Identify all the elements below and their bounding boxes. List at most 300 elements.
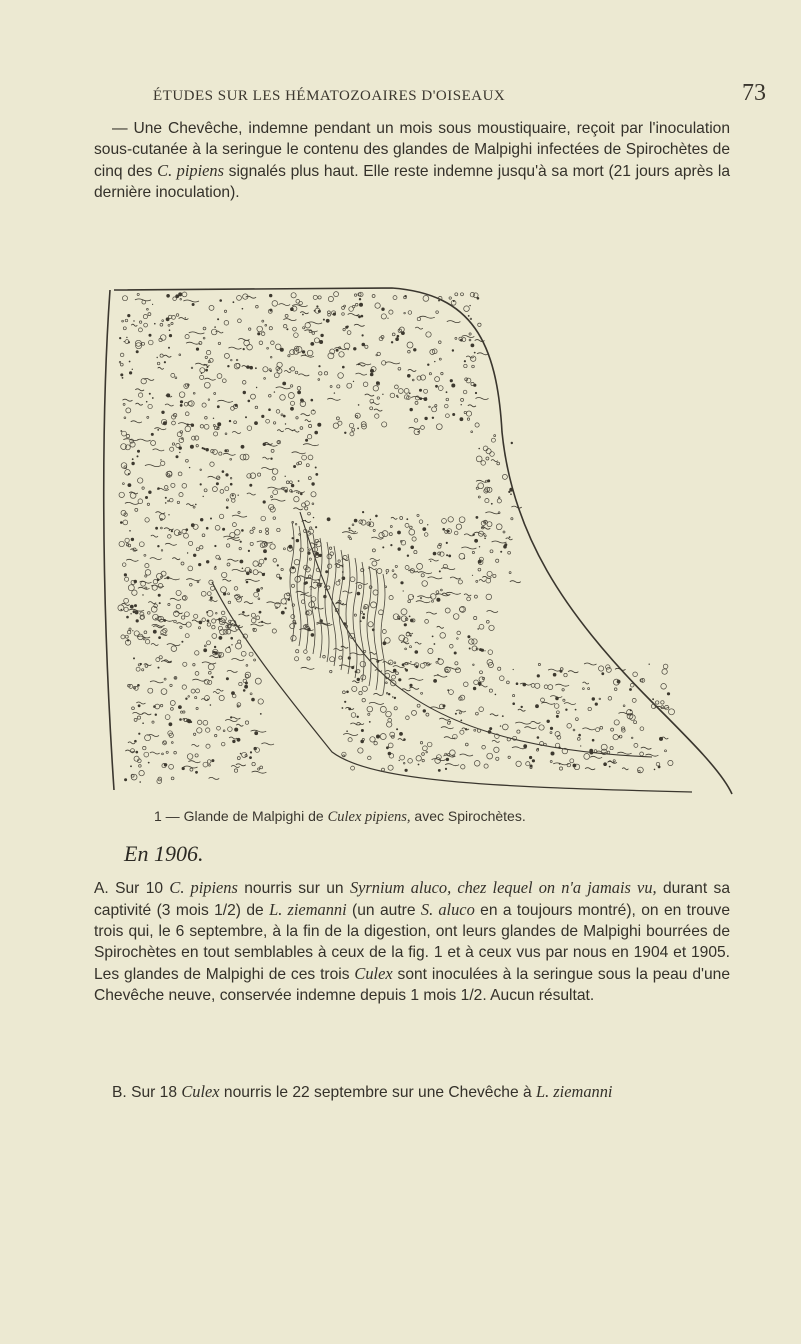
paragraph-text-end: signalés plus haut. Elle reste indemne jusqu'à sa mort (21 jours après la dernière inoculation). [94, 163, 730, 201]
spirochete-dot [326, 319, 330, 323]
spirochete-dot [152, 397, 154, 399]
spirochete-dot [216, 482, 219, 485]
spirochete-dot [157, 429, 159, 431]
spirochete-dot [387, 318, 388, 319]
spirochete-dot [521, 706, 523, 708]
spirochete-dot [259, 611, 262, 614]
spirochete-dot [446, 542, 448, 544]
spirochete-dot [435, 385, 438, 388]
spirochete-dot [238, 495, 239, 496]
spirochete-dot [455, 713, 457, 715]
spirochete-dot [137, 450, 140, 453]
spirochete-dot [315, 552, 319, 556]
spirochete-dot [226, 677, 229, 680]
spirochete-dot [460, 720, 462, 722]
spirochete-dot [315, 608, 317, 610]
spirochete-dot [413, 348, 416, 351]
spirochete-dot [214, 646, 216, 648]
spirochete-dot [446, 554, 448, 556]
spirochete-dot [126, 337, 127, 338]
spirochete-dot [286, 328, 288, 330]
spirochete-dot [263, 331, 264, 332]
page-number: 73 [742, 80, 766, 106]
spirochete-dot [120, 521, 123, 524]
spirochete-dot [166, 393, 170, 397]
species-name: Syrnium aluco, chez lequel on n'a jamais vu, [349, 878, 657, 897]
spirochete-dot [171, 530, 173, 532]
spirochete-dot [446, 758, 449, 761]
spirochete-dot [149, 334, 152, 337]
spirochete-dot [359, 298, 361, 300]
spirochete-dot [491, 503, 493, 505]
spirochete-dot [213, 418, 214, 419]
spirochete-dot [198, 563, 201, 566]
spirochete-dot [530, 765, 533, 768]
spirochete-dot [288, 545, 292, 549]
spirochete-dot [529, 756, 532, 759]
spirochete-dot [436, 598, 440, 602]
spirochete-dot [148, 762, 150, 764]
spirochete-dot [130, 765, 132, 767]
spirochete-dot [296, 492, 297, 493]
spirochete-dot [233, 301, 235, 303]
spirochete-dot [334, 392, 335, 393]
spirochete-dot [463, 558, 465, 560]
caption-species: Culex pipiens, [327, 809, 411, 825]
spirochete-dot [417, 431, 419, 433]
spirochete-dot [603, 762, 607, 766]
spirochete-dot [346, 730, 348, 732]
spirochete-dot [513, 669, 514, 670]
para-a-text: (un autre [346, 902, 421, 919]
spirochete-dot [547, 720, 550, 723]
spirochete-dot [397, 335, 400, 338]
figure-caption [154, 808, 526, 826]
spirochete-dot [263, 443, 266, 446]
spirochete-dot [476, 516, 479, 519]
spirochete-dot [250, 751, 252, 753]
paragraph-text: — Une Chevêche, indemne pendant un mois sous moustiquaire, reçoit par l'inoculation sous-cutanée à la seringue le contenu des glandes de Malpighi infectées de Spirochètes de cinq des [94, 120, 730, 180]
spirochete-dot [298, 480, 300, 482]
spirochete-dot [195, 771, 198, 774]
spirochete-dot [475, 392, 477, 394]
spirochete-dot [157, 357, 158, 358]
spirochete-dot [311, 482, 314, 485]
spirochete-dot [164, 361, 166, 363]
spirochete-dot [244, 685, 248, 689]
spirochete-dot [242, 611, 245, 614]
spirochete-dot [433, 552, 437, 556]
spirochete-dot [305, 520, 306, 521]
spirochete-dot [433, 679, 437, 683]
para-a-lead: A. Sur 10 [94, 880, 170, 897]
spirochete-dot [134, 604, 137, 607]
spirochete-dot [342, 366, 345, 369]
spirochete-dot [407, 555, 409, 557]
spirochete-dot [182, 767, 185, 770]
spirochete-dot [205, 369, 208, 372]
spirochete-dot [145, 496, 148, 499]
spirochete-dot [450, 379, 453, 382]
spirochete-dot [243, 348, 245, 350]
figure-malpighi-gland [92, 282, 742, 800]
spirochete-dot [176, 455, 179, 458]
spirochete-dot [551, 752, 555, 756]
spirochete-dot [484, 650, 485, 651]
spirochete-dot [134, 740, 137, 743]
spirochete-dot [293, 465, 296, 468]
spirochete-dot [346, 691, 349, 694]
spirochete-dot [381, 308, 384, 311]
spirochete-dot [382, 394, 383, 395]
spirochete-dot [336, 349, 339, 352]
spirochete-dot [210, 704, 212, 706]
spirochete-dot [192, 303, 195, 306]
spirochete-dot [187, 552, 188, 553]
paragraph-a [94, 877, 730, 1006]
spirochete-dot [405, 769, 408, 772]
spirochete-dot [391, 341, 393, 343]
spirochete-dot [206, 611, 208, 613]
spirochete-dot [168, 514, 169, 515]
spirochete-dot [398, 547, 401, 550]
spirochete-dot [358, 364, 360, 366]
species-name: C. pipiens [169, 878, 238, 897]
spirochete-dot [311, 399, 314, 402]
spirochete-dot [249, 484, 252, 487]
spirochete-dot [400, 581, 403, 584]
spirochete-dot [418, 764, 420, 766]
spirochete-dot [516, 682, 519, 685]
spirochete-dot [237, 738, 241, 742]
spirochete-dot [488, 730, 492, 734]
spirochete-dot [136, 751, 139, 754]
spirochete-dot [394, 573, 396, 575]
spirochete-dot [138, 733, 140, 735]
spirochete-dot [453, 300, 455, 302]
spirochete-dot [169, 722, 173, 726]
spirochete-dot [257, 332, 260, 335]
spirochete-dot [406, 518, 408, 520]
spirochete-dot [298, 492, 300, 494]
spirochete-dot [424, 417, 427, 420]
spirochete-dot [358, 404, 360, 406]
spirochete-dot [219, 656, 221, 658]
spirochete-dot [595, 703, 598, 706]
spirochete-dot [472, 575, 473, 576]
spirochete-dot [158, 594, 161, 597]
spirochete-dot [285, 607, 287, 609]
spirochete-dot [129, 371, 132, 374]
spirochete-dot [280, 348, 284, 352]
spirochete-dot [319, 554, 322, 557]
spirochete-dot [120, 373, 123, 376]
spirochete-dot [394, 697, 396, 699]
spirochete-dot [477, 628, 479, 630]
spirochete-dot [427, 364, 429, 366]
spirochete-dot [386, 746, 389, 749]
spirochete-dot [353, 347, 356, 350]
spirochete-dot [148, 491, 151, 494]
spirochete-dot [187, 719, 191, 723]
spirochete-dot [131, 538, 134, 541]
spirochete-dot [274, 391, 275, 392]
spirochete-dot [396, 728, 398, 730]
spirochete-dot [154, 323, 156, 325]
spirochete-dot [136, 619, 139, 622]
spirochete-dot [260, 713, 262, 715]
spirochete-dot [409, 392, 411, 394]
spirochete-dot [313, 517, 314, 518]
spirochete-dot [404, 623, 407, 626]
spirochete-dot [240, 541, 242, 543]
spirochete-dot [316, 305, 318, 307]
spirochete-dot [343, 622, 346, 625]
spirochete-dot [305, 354, 306, 355]
spirochete-dot [166, 294, 170, 298]
spirochete-dot [256, 588, 260, 592]
spirochete-dot [437, 674, 438, 675]
spirochete-dot [152, 304, 153, 305]
spirochete-dot [399, 732, 403, 736]
spirochete-dot [255, 367, 257, 369]
spirochete-dot [359, 303, 363, 307]
spirochete-dot [362, 343, 366, 347]
spirochete-dot [155, 618, 156, 619]
spirochete-dot [353, 381, 354, 382]
spirochete-dot [469, 305, 470, 306]
spirochete-dot [228, 646, 230, 648]
spirochete-dot [232, 740, 235, 743]
spirochete-dot [248, 400, 251, 403]
spirochete-dot [382, 546, 384, 548]
spirochete-dot [410, 408, 413, 411]
spirochete-dot [213, 651, 215, 653]
spirochete-dot [292, 566, 295, 569]
spirochete-dot [158, 667, 160, 669]
spirochete-dot [261, 415, 264, 418]
spirochete-dot [269, 294, 272, 297]
spirochete-dot [325, 570, 328, 573]
spirochete-dot [317, 423, 321, 427]
spirochete-dot [357, 678, 360, 681]
spirochete-dot [165, 497, 167, 499]
spirochete-dot [129, 530, 131, 532]
para-a-text: durant sa captivité (3 mois 1/2) de [94, 880, 731, 919]
spirochete-dot [575, 709, 577, 711]
spirochete-dot [193, 554, 196, 557]
spirochete-dot [180, 400, 183, 403]
spirochete-dot [263, 500, 266, 503]
spirochete-dot [348, 527, 350, 529]
para-b-lead: B. Sur 18 [112, 1084, 182, 1101]
spirochete-dot [361, 729, 364, 732]
para-a-text: nourris sur un [237, 880, 350, 897]
spirochete-dot [512, 702, 515, 705]
spirochete-dot [388, 752, 392, 756]
spirochete-dot [185, 317, 186, 318]
spirochete-dot [203, 648, 207, 652]
caption-prefix: 1 — Glande de Malpighi de [154, 808, 328, 824]
paragraph-b [94, 1081, 730, 1103]
spirochete-dot [473, 687, 476, 690]
spirochete-dot [315, 473, 318, 476]
spirochete-dot [553, 673, 557, 677]
spirochete-dot [158, 636, 161, 639]
spirochete-dot [399, 760, 400, 761]
spirochete-dot [454, 652, 457, 655]
spirochete-dot [136, 350, 139, 353]
spirochete-dot [124, 341, 125, 342]
spirochete-dot [242, 308, 244, 310]
spirochete-dot [203, 496, 204, 497]
spirochete-dot [302, 350, 305, 353]
spirochete-dot [142, 594, 143, 595]
spirochete-dot [190, 445, 194, 449]
spirochete-dot [500, 725, 501, 726]
spirochete-dot [180, 404, 183, 407]
spirochete-dot [297, 391, 301, 395]
spirochete-dot [351, 666, 354, 669]
spirochete-dot [484, 538, 486, 540]
spirochete-dot [214, 326, 216, 328]
spirochete-dot [315, 526, 317, 528]
paragraph-chevêche [94, 118, 730, 203]
spirochete-dot [495, 694, 497, 696]
spirochete-dot [168, 347, 170, 349]
spirochete-dot [243, 391, 246, 394]
spirochete-dot [217, 422, 221, 426]
spirochete-dot [210, 518, 212, 520]
spirochete-dot [489, 727, 492, 730]
spirochete-dot [422, 527, 426, 531]
spirochete-dot [361, 315, 364, 318]
spirochete-dot [243, 689, 246, 692]
spirochete-dot [397, 531, 401, 535]
spirochete-dot [129, 361, 131, 363]
spirochete-dot [474, 539, 478, 543]
species-name: L. ziemanni [269, 900, 347, 919]
spirochete-dot [207, 699, 209, 701]
spirochete-dot [178, 705, 182, 709]
spirochete-dot [617, 680, 621, 684]
spirochete-dot [245, 416, 247, 418]
spirochete-dot [128, 483, 132, 487]
spirochete-dot [254, 731, 258, 735]
spirochete-dot [214, 545, 216, 547]
spirochete-dot [305, 439, 308, 442]
spirochete-dot [235, 404, 238, 407]
spirochete-dot [370, 369, 374, 373]
spirochete-dot [164, 763, 167, 766]
spirochete-dot [291, 484, 294, 487]
spirochete-dot [157, 545, 159, 547]
spirochete-dot [130, 613, 131, 614]
spirochete-dot [229, 420, 231, 422]
spirochete-dot [500, 551, 502, 553]
spirochete-dot [376, 381, 379, 384]
spirochete-dot [218, 426, 220, 428]
spirochete-dot [464, 360, 466, 362]
spirochete-dot [347, 349, 348, 350]
spirochete-dot [357, 716, 359, 718]
spirochete-dot [432, 417, 434, 419]
spirochete-dot [290, 407, 294, 411]
spirochete-dot [342, 576, 346, 580]
spirochete-dot [580, 745, 581, 746]
spirochete-dot [447, 530, 450, 533]
spirochete-dot [357, 428, 359, 430]
species-name: Culex [181, 1082, 220, 1101]
spirochete-dot [175, 294, 179, 298]
spirochete-dot [629, 688, 632, 691]
para-a-text: sont inoculées à la seringue sous la peau d'une Chevêche neuve, conservée indemne depuis 1 mois 1/2. Aucun résultat. [94, 966, 730, 1004]
spirochete-dot [471, 344, 475, 348]
spirochete-dot [249, 756, 252, 759]
spirochete-dot [127, 314, 130, 317]
spirochete-dot [277, 564, 279, 566]
spirochete-dot [370, 519, 371, 520]
spirochete-dot [370, 373, 374, 377]
spirochete-dot [282, 382, 286, 386]
spirochete-dot [217, 405, 220, 408]
gland-illustration [92, 282, 742, 800]
spirochete-dot [362, 511, 364, 513]
spirochete-dot [290, 307, 294, 311]
spirochete-dot [169, 329, 171, 331]
spirochete-dot [412, 596, 413, 597]
spirochete-dot [388, 693, 390, 695]
species-name: C. pipiens [157, 161, 224, 180]
spirochete-dot [510, 493, 512, 495]
spirochete-dot [169, 334, 172, 337]
spirochete-dot [504, 543, 507, 546]
spirochete-dot [211, 676, 213, 678]
spirochete-dot [124, 778, 127, 781]
spirochete-dot [206, 560, 209, 563]
spirochete-dot [240, 753, 242, 755]
spirochete-dot [434, 643, 436, 645]
spirochete-dot [592, 697, 595, 700]
spirochete-dot [227, 365, 229, 367]
spirochete-dot [654, 769, 656, 771]
spirochete-dot [169, 530, 170, 531]
spirochete-dot [130, 605, 134, 609]
spirochete-dot [537, 674, 540, 677]
para-a-text: en a toujours montré), on en trouve trois qui, le 6 septembre, à la fin de la digestion, ont leurs glandes de Malpighi bourrées de Spirochètes en tout semblables à ceux de la fig. 1 et à ceux vus par nous en 1904 et 1905. Les glandes de Malpighi de ces trois [94, 902, 731, 983]
spirochete-dot [179, 718, 182, 721]
spirochete-dot [409, 616, 411, 618]
spirochete-dot [283, 415, 286, 418]
spirochete-dot [667, 692, 670, 695]
spirochete-dot [509, 488, 513, 492]
spirochete-dot [423, 709, 426, 712]
spirochete-dot [248, 550, 250, 552]
spirochete-dot [124, 573, 127, 576]
spirochete-dot [296, 539, 299, 542]
spirochete-dot [179, 452, 180, 453]
spirochete-dot [211, 759, 214, 762]
spirochete-dot [241, 445, 245, 449]
para-b-text: nourris le 22 septembre sur une Chevêche à [219, 1084, 536, 1101]
spirochete-dot [314, 431, 318, 435]
spirochete-dot [398, 678, 401, 681]
spirochete-dot [157, 487, 160, 490]
spirochete-dot [446, 391, 448, 393]
spirochete-dot [120, 430, 122, 432]
spirochete-dot [146, 401, 148, 403]
section-title: En 1906. [124, 841, 204, 866]
